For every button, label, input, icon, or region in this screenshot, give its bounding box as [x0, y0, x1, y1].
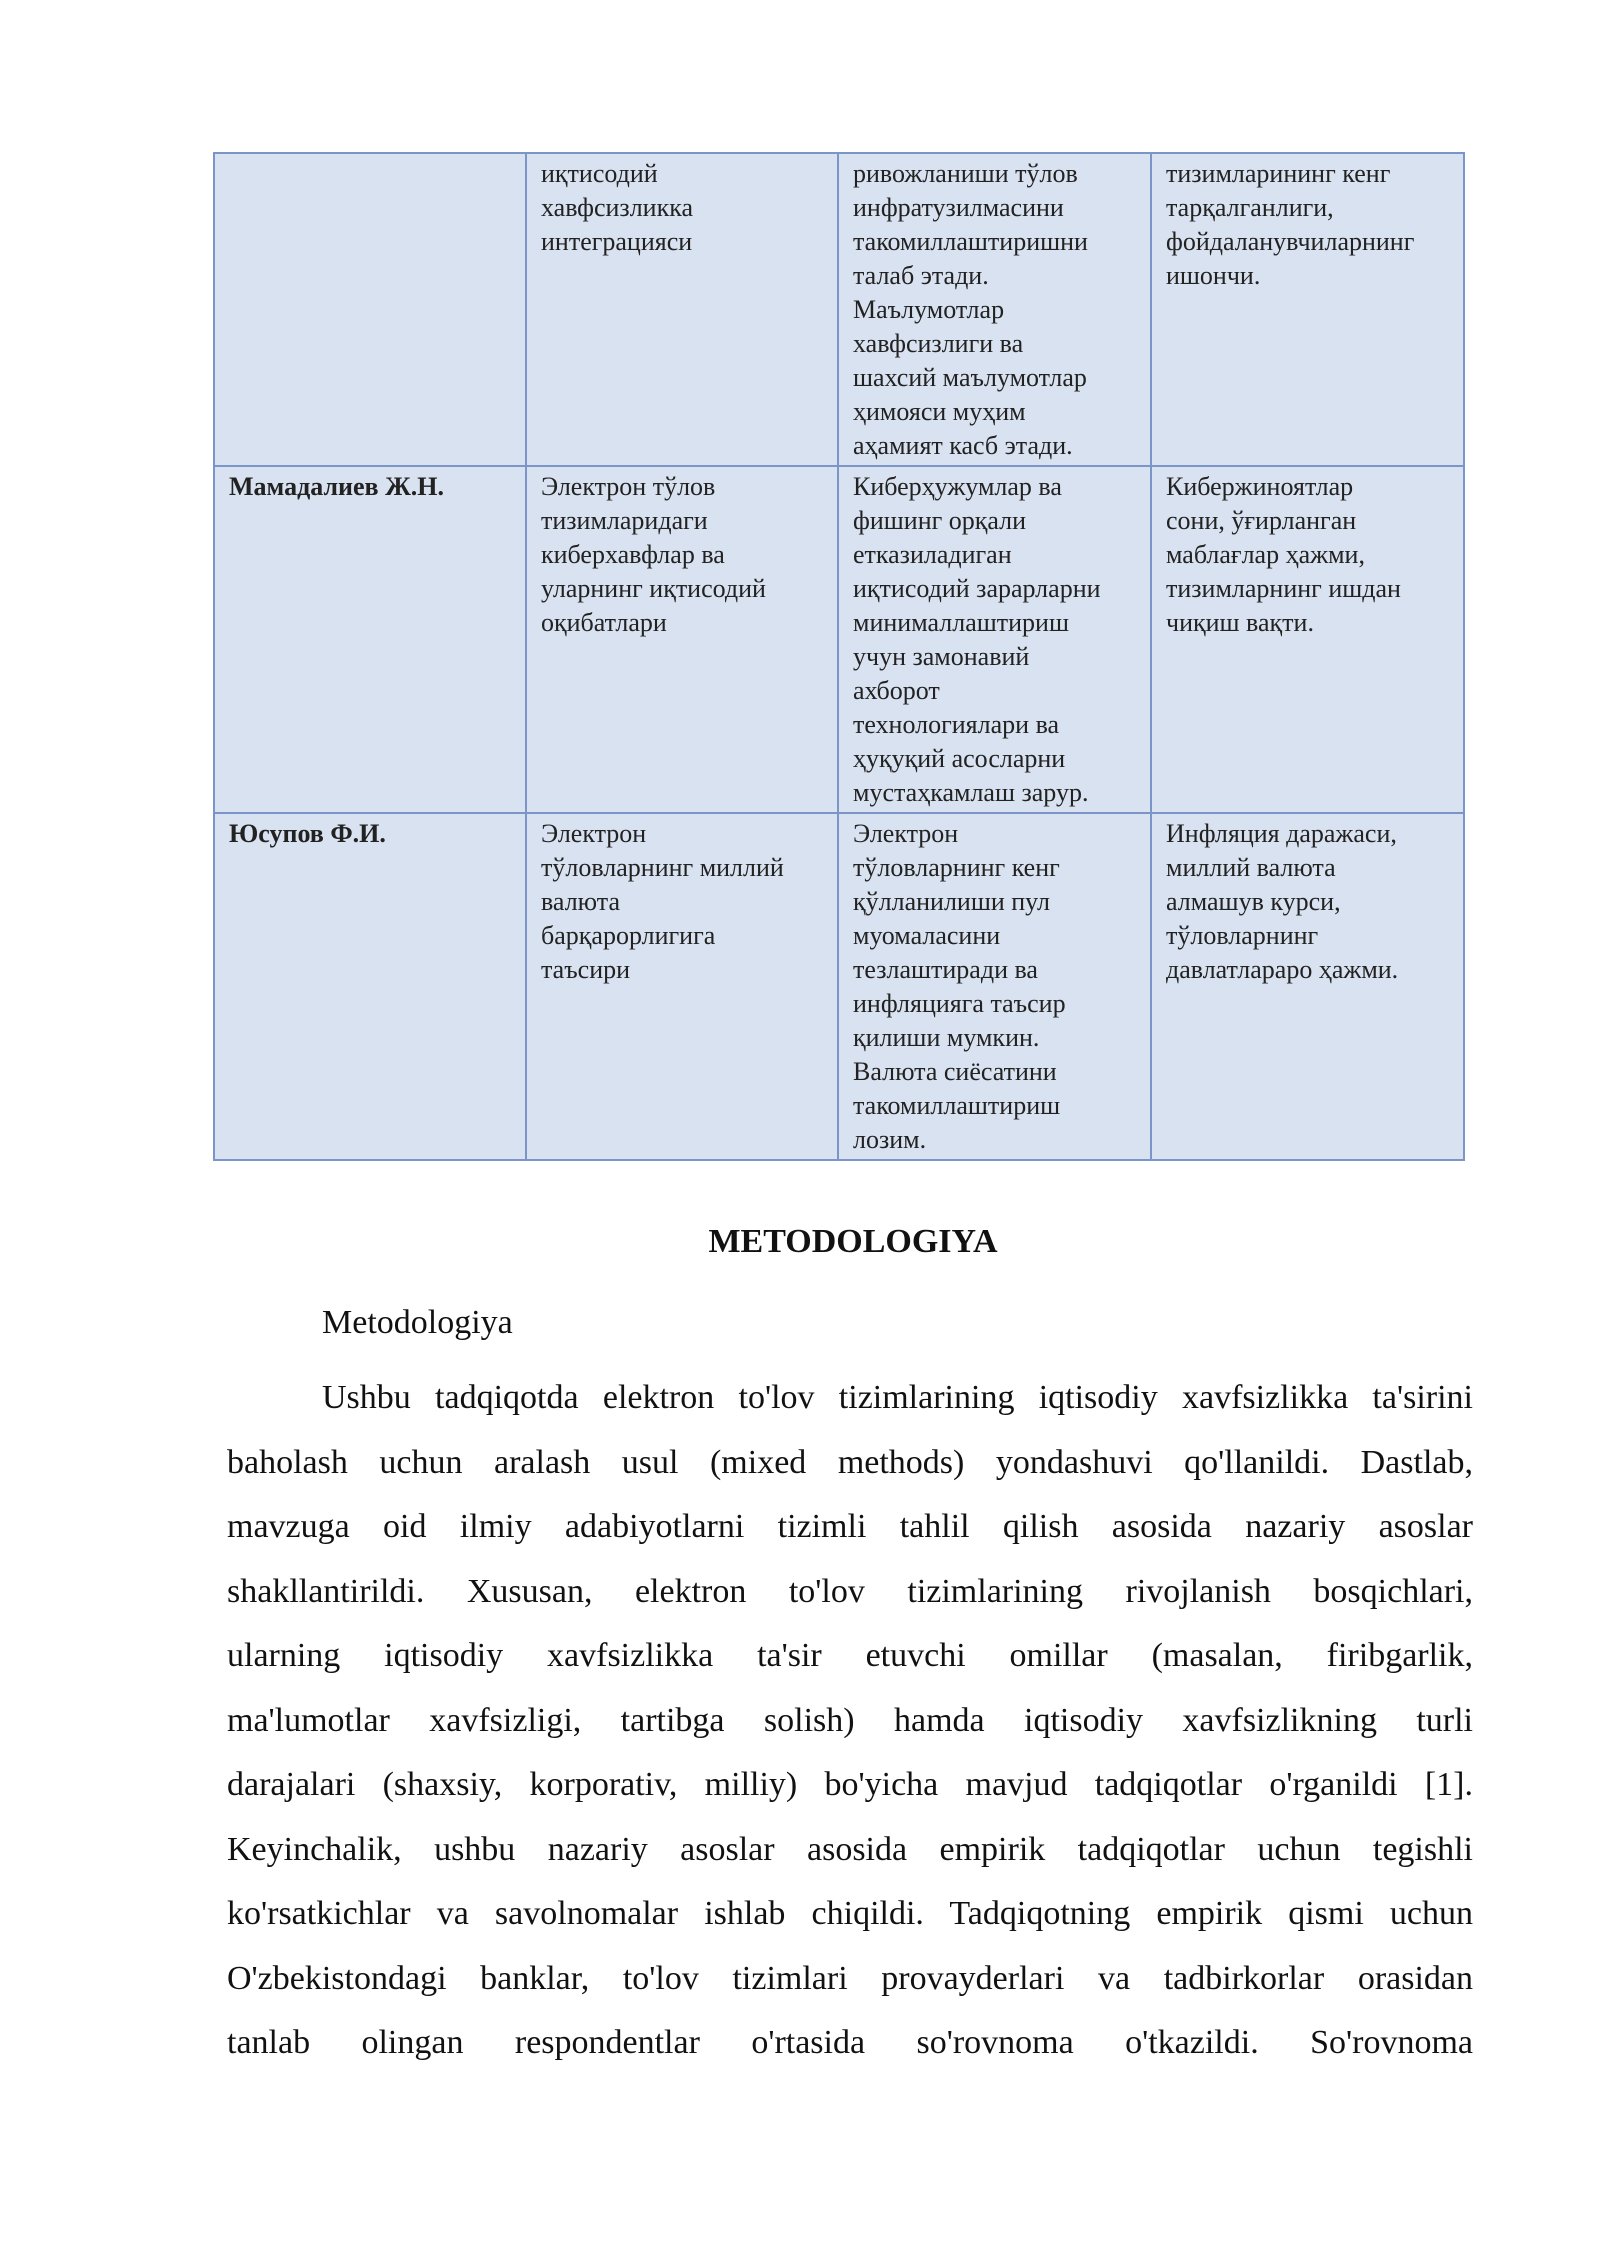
table-row: [214, 466, 1464, 813]
findings-cell: [838, 813, 1151, 1160]
cell-text-line: давлатлараро ҳажми.: [1166, 955, 1399, 984]
body-paragraph: [227, 1366, 1473, 2076]
paragraph-line: shakllantirildi. Xususan, elektron to'lov tizimlarining rivojlanish bosqichlari,: [227, 1572, 1473, 1610]
findings-cell: [838, 466, 1151, 813]
cell-text-line: ривожланиши тўлов: [853, 159, 1078, 188]
section-heading: METODOLOGIYA: [708, 1223, 998, 1260]
cell-text-line: инфляцияга таъсир: [853, 989, 1066, 1018]
indicators-cell: [1151, 153, 1464, 466]
cell-text-line: тўловларнинг: [1166, 921, 1319, 950]
cell-text-line: хавфсизлиги ва: [853, 329, 1024, 358]
cell-text-line: чиқиш вақти.: [1166, 608, 1314, 637]
cell-text-line: Электрон тўлов: [541, 472, 716, 501]
cell-text-line: учун замонавий: [853, 642, 1030, 671]
cell-text-line: аҳамият касб этади.: [853, 431, 1073, 460]
cell-text-line: барқарорлигига: [541, 921, 716, 950]
cell-text-line: Кибержиноятлар: [1166, 472, 1354, 501]
topic-cell: [526, 466, 838, 813]
cell-text-line: тезлаштиради ва: [853, 955, 1038, 984]
cell-text-line: шахсий маълумотлар: [853, 363, 1087, 392]
cell-text-line: хавфсизликка: [541, 193, 694, 222]
cell-text-line: иқтисодий: [541, 159, 658, 188]
cell-text-line: сони, ўғирланган: [1166, 506, 1357, 535]
section-subheading: Metodologiya: [322, 1304, 513, 1341]
author-cell: [214, 153, 526, 466]
cell-text-line: етказиладиган: [853, 540, 1012, 569]
cell-text-line: ишончи.: [1166, 261, 1261, 290]
cell-text-line: Маълумотлар: [853, 295, 1005, 324]
author-cell: [214, 466, 526, 813]
cell-text-line: инфратузилмасини: [853, 193, 1064, 222]
cell-text-line: интеграцияси: [541, 227, 693, 256]
cell-text-line: фишинг орқали: [853, 506, 1027, 535]
cell-text-line: уларнинг иқтисодий: [541, 574, 766, 603]
cell-text-line: алмашув курси,: [1166, 887, 1341, 916]
findings-cell: [838, 153, 1151, 466]
cell-text-line: мустаҳкамлаш зарур.: [853, 778, 1089, 807]
cell-text-line: фойдаланувчиларнинг: [1166, 227, 1415, 256]
cell-text-line: технологиялари ва: [853, 710, 1060, 739]
cell-text-line: Электрон: [853, 819, 959, 848]
topic-cell: [526, 813, 838, 1160]
author-name: Юсупов Ф.И.: [229, 819, 386, 848]
paragraph-line: O'zbekistondagi banklar, to'lov tizimlari provayderlari va tadbirkorlar orasidan: [227, 1959, 1473, 1997]
cell-text-line: минималлаштириш: [853, 608, 1069, 637]
table-row: [214, 153, 1464, 466]
cell-text-line: талаб этади.: [853, 261, 989, 290]
cell-text-line: Электрон: [541, 819, 647, 848]
cell-text-line: ҳимояси муҳим: [853, 397, 1026, 426]
author-name: Мамадалиев Ж.Н.: [229, 472, 445, 501]
indicators-cell: [1151, 813, 1464, 1160]
table-row: [214, 813, 1464, 1160]
cell-text-line: оқибатлари: [541, 608, 667, 637]
cell-text-line: Валюта сиёсатини: [853, 1057, 1057, 1086]
cell-text-line: тизимларининг кенг: [1166, 159, 1391, 188]
cell-text-line: тўловларнинг миллий: [541, 853, 784, 882]
paragraph-line: Ushbu tadqiqotda elektron to'lov tizimlarining iqtisodiy xavfsizlikka ta'sirini: [322, 1379, 1473, 1416]
cell-text-line: лозим.: [853, 1125, 927, 1154]
cell-text-line: ҳуқуқий асосларни: [853, 744, 1066, 773]
paragraph-line: mavzuga oid ilmiy adabiyotlarni tizimli tahlil qilish asosida nazariy asoslar: [227, 1508, 1473, 1545]
cell-text-line: ахборот: [853, 676, 940, 705]
cell-text-line: таъсири: [541, 955, 631, 984]
author-cell: [214, 813, 526, 1160]
cell-text-line: такомиллаштиришни: [853, 227, 1088, 256]
paragraph-line: tanlab olingan respondentlar o'rtasida so'rovnoma o'tkazildi. So'rovnoma: [227, 2024, 1473, 2061]
paragraph-line: baholash uchun aralash usul (mixed methods) yondashuvi qo'llanildi. Dastlab,: [227, 1443, 1473, 1481]
cell-text-line: қўлланилиши пул: [853, 887, 1051, 916]
paragraph-line: darajalari (shaxsiy, korporativ, milliy) bo'yicha mavjud tadqiqotlar o'rganildi [1].: [227, 1766, 1473, 1803]
cell-text-line: қилиши мумкин.: [853, 1023, 1040, 1052]
cell-text-line: муомаласини: [853, 921, 1001, 950]
paragraph-line: Keyinchalik, ushbu nazariy asoslar asosida empirik tadqiqotlar uchun tegishli: [227, 1830, 1473, 1868]
cell-text-line: Инфляция даражаси,: [1166, 819, 1397, 848]
cell-text-line: тизимларидаги: [541, 506, 708, 535]
literature-review-table: [213, 152, 1465, 1161]
paragraph-line: ularning iqtisodiy xavfsizlikka ta'sir etuvchi omillar (masalan, firibgarlik,: [227, 1637, 1473, 1674]
paragraph-line: ma'lumotlar xavfsizligi, tartibga solish) hamda iqtisodiy xavfsizlikning turli: [227, 1701, 1473, 1739]
topic-cell: [526, 153, 838, 466]
cell-text-line: миллий валюта: [1166, 853, 1336, 882]
indicators-cell: [1151, 466, 1464, 813]
paragraph-line: ko'rsatkichlar va savolnomalar ishlab chiqildi. Tadqiqotning empirik qismi uchun: [227, 1895, 1473, 1932]
cell-text-line: такомиллаштириш: [853, 1091, 1061, 1120]
cell-text-line: тизимларнинг ишдан: [1166, 574, 1401, 603]
cell-text-line: киберхавфлар ва: [541, 540, 725, 569]
cell-text-line: тўловларнинг кенг: [853, 853, 1060, 882]
cell-text-line: маблағлар ҳажми,: [1166, 540, 1365, 569]
cell-text-line: тарқалганлиги,: [1166, 193, 1334, 222]
cell-text-line: Киберҳужумлар ва: [853, 472, 1062, 501]
cell-text-line: валюта: [541, 887, 620, 916]
cell-text-line: иқтисодий зарарларни: [853, 574, 1101, 603]
